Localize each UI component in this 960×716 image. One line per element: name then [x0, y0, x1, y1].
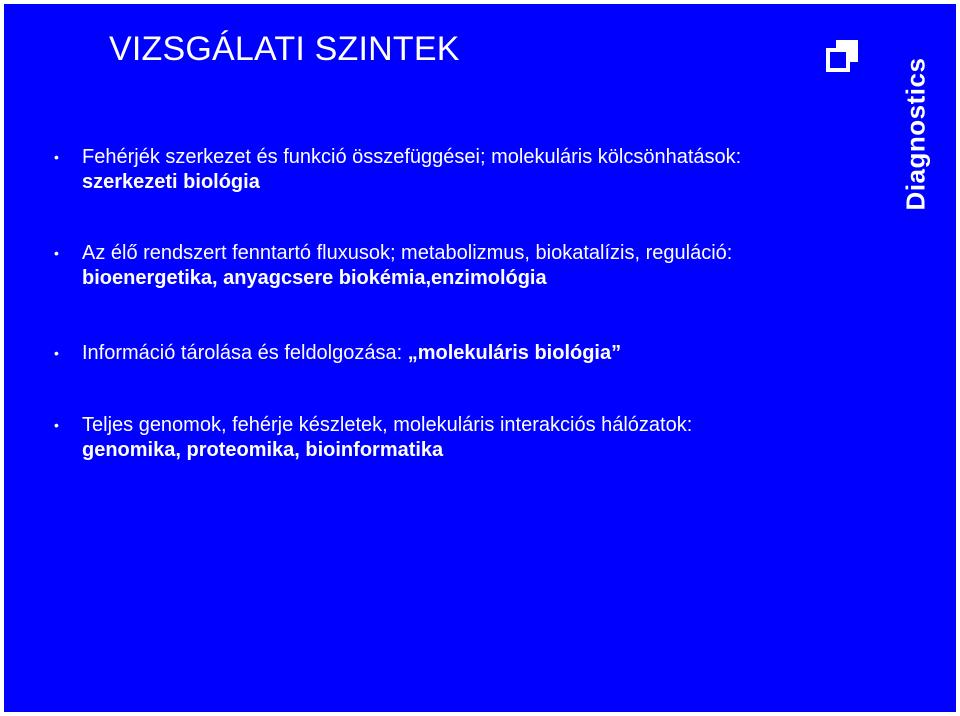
bullet-item	[54, 241, 854, 291]
bullet-text	[82, 341, 854, 366]
slide	[4, 4, 956, 712]
bullet-text	[82, 145, 854, 195]
bullet-bold-text: szerkezeti biológia	[82, 171, 260, 193]
bullet-normal-text: Az élő rendszert fenntartó fluxusok; metabolizmus, biokatalízis, reguláció:	[82, 242, 733, 264]
bullet-bold-text: bioenergetika, anyagcsere biokémia,enzimológia	[82, 267, 547, 289]
bullet-normal-text: Teljes genomok, fehérje készletek, molekuláris interakciós hálózatok:	[82, 414, 693, 436]
bullet-normal-text: Fehérjék szerkezet és funkció összefüggései; molekuláris kölcsönhatások:	[82, 146, 742, 168]
bullet-dot-icon: •	[54, 149, 59, 165]
bullet-text	[82, 241, 854, 291]
bullet-dot-icon: •	[54, 245, 59, 261]
bullet-normal-text: Információ tárolása és feldolgozása:	[82, 342, 408, 364]
side-label-diagnostics: Diagnostics	[900, 57, 931, 211]
bullet-dot-icon: •	[54, 345, 59, 361]
square-checkbox-icon	[826, 40, 858, 72]
bullet-dot-icon: •	[54, 417, 59, 433]
bullet-bold-text: „molekuláris biológia”	[407, 342, 622, 364]
bullet-bold-text: genomika, proteomika, bioinformatika	[82, 439, 444, 461]
bullet-item	[54, 341, 854, 366]
slide-title: VIZSGÁLATI SZINTEK	[109, 30, 460, 68]
bullet-item	[54, 413, 854, 463]
bullet-item	[54, 145, 854, 195]
bullet-text	[82, 413, 854, 463]
